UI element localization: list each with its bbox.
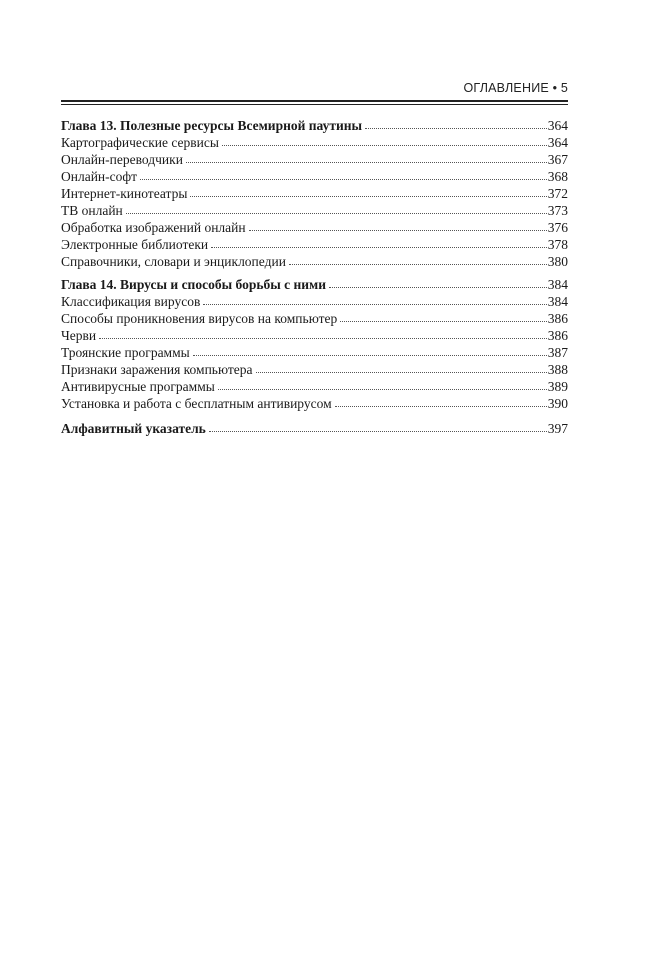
- toc-entry[interactable]: [61, 134, 568, 151]
- dot-leader: [218, 378, 547, 390]
- dot-leader: [203, 293, 546, 305]
- dot-leader: [289, 253, 547, 265]
- dot-leader: [249, 219, 547, 231]
- dot-leader: [335, 395, 547, 407]
- toc-entry-title: Антивирусные программы: [61, 379, 215, 394]
- toc-entry[interactable]: [61, 219, 568, 236]
- toc-page-number: 373: [547, 203, 568, 218]
- toc-entry-title: Черви: [61, 328, 97, 343]
- toc-entry-title: Глава 14. Вирусы и способы борьбы с ними: [61, 277, 327, 292]
- toc-entry[interactable]: [61, 151, 568, 168]
- toc-page-number: 367: [547, 152, 568, 167]
- dot-leader: [126, 202, 547, 214]
- header-rule-thick: [61, 100, 568, 102]
- toc-entry-title: Интернет-кинотеатры: [61, 186, 188, 201]
- toc-entry-title: Глава 13. Полезные ресурсы Всемирной паутины: [61, 118, 363, 133]
- toc-entry-title: ТВ онлайн: [61, 203, 123, 218]
- toc-page-number: 378: [547, 237, 568, 252]
- toc-entry-title: Установка и работа с бесплатным антивирусом: [61, 396, 332, 411]
- toc-entry-title: Троянские программы: [61, 345, 190, 360]
- toc-entry-title: Признаки заражения компьютера: [61, 362, 253, 377]
- dot-leader: [99, 327, 547, 339]
- toc-page-number: 389: [547, 379, 568, 394]
- toc-entry-title: Обработка изображений онлайн: [61, 220, 246, 235]
- toc-entry[interactable]: [61, 395, 568, 412]
- dot-leader: [186, 151, 547, 163]
- running-header: ОГЛАВЛЕНИЕ • 5: [463, 81, 568, 95]
- toc-entry[interactable]: [61, 310, 568, 327]
- toc-entry-title: Онлайн-переводчики: [61, 152, 183, 167]
- header-rule-thin: [61, 104, 568, 105]
- toc-page-number: 372: [547, 186, 568, 201]
- toc-page-number: 376: [547, 220, 568, 235]
- dot-leader: [340, 310, 547, 322]
- toc-entry-title: Способы проникновения вирусов на компьютер: [61, 311, 338, 326]
- dot-leader: [329, 276, 547, 288]
- table-of-contents: [61, 117, 568, 437]
- dot-leader: [140, 168, 547, 180]
- toc-entry[interactable]: [61, 327, 568, 344]
- dot-leader: [190, 185, 546, 197]
- toc-entry-title: Онлайн-софт: [61, 169, 138, 184]
- dot-leader: [209, 420, 547, 432]
- toc-chapter-13[interactable]: [61, 117, 568, 134]
- toc-entry[interactable]: [61, 185, 568, 202]
- toc-entry[interactable]: [61, 361, 568, 378]
- dot-leader: [256, 361, 547, 373]
- toc-page-number: 387: [547, 345, 568, 360]
- toc-page-number: 384: [547, 277, 568, 292]
- toc-page-number: 386: [547, 311, 568, 326]
- toc-page-number: 364: [547, 118, 568, 133]
- toc-page-number: 384: [547, 294, 568, 309]
- toc-entry[interactable]: [61, 293, 568, 310]
- toc-chapter-14[interactable]: [61, 276, 568, 293]
- dot-leader: [222, 134, 547, 146]
- toc-page-number: 390: [547, 396, 568, 411]
- toc-entry[interactable]: [61, 202, 568, 219]
- toc-entry-title: Алфавитный указатель: [61, 421, 206, 436]
- dot-leader: [365, 117, 547, 129]
- toc-entry-title: Картографические сервисы: [61, 135, 219, 150]
- toc-entry-title: Справочники, словари и энциклопедии: [61, 254, 286, 269]
- toc-page-number: 380: [547, 254, 568, 269]
- dot-leader: [193, 344, 547, 356]
- toc-page-number: 364: [547, 135, 568, 150]
- toc-page-number: 388: [547, 362, 568, 377]
- toc-entry[interactable]: [61, 378, 568, 395]
- dot-leader: [211, 236, 547, 248]
- toc-entry[interactable]: [61, 168, 568, 185]
- toc-entry-title: Электронные библиотеки: [61, 237, 209, 252]
- toc-entry[interactable]: [61, 344, 568, 361]
- toc-index[interactable]: [61, 420, 568, 437]
- toc-page-number: 397: [547, 421, 568, 436]
- toc-entry-title: Классификация вирусов: [61, 294, 201, 309]
- toc-page-number: 386: [547, 328, 568, 343]
- toc-page-number: 368: [547, 169, 568, 184]
- toc-entry[interactable]: [61, 236, 568, 253]
- toc-entry[interactable]: [61, 253, 568, 270]
